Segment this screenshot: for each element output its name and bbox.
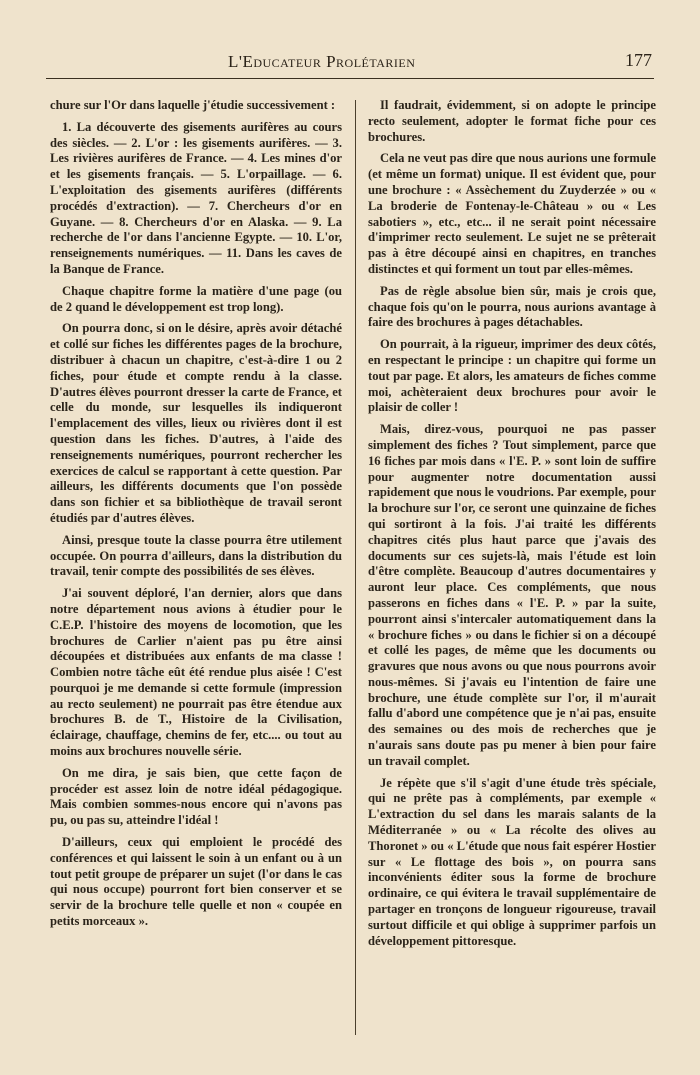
paragraph: chure sur l'Or dans laquelle j'étudie successivement : <box>50 98 336 112</box>
paragraph: D'ailleurs, ceux qui emploient le procédé des conférences et qui laissent le soin à un enfant ou à un tout petit groupe de préparer un sujet (l'or dans le cas qui nous occupe) pourront fort bien conserver et se servir de la brochure telle quelle et non « coupée en petits morceaux ». <box>50 835 342 929</box>
right-column <box>368 98 656 955</box>
paragraph: Je répète que s'il s'agit d'une étude très spéciale, qui ne prête pas à compléments, par exemple « L'extraction du sel dans les marais salants de la Méditerranée » ou « La récolte des olives au Thoronet » ou « L'étude que nous fait espérer Hostier sur « Le flottage des bois », on pourra sans inconvénients éditer sous la forme de brochure ordinaire, ce qui évitera le travail supplémentaire de partager en tronçons de longueur rigoureuse, travail surtout difficile et qui oblige à supprimer parfois un développement pittoresque. <box>368 775 656 948</box>
page-header <box>46 44 654 79</box>
column-divider <box>355 100 356 1035</box>
paragraph: 1. La découverte des gisements aurifères au cours des siècles. — 2. L'or : les gisements aurifères. — 3. Les rivières aurifères de France. — 4. Les mines d'or et les gisements français. — 5. L'orpaillage. — 6. L'exploitation des gisements aurifères (différents procédés d'extraction). — 7. Chercheurs d'or en Guyane. — 8. Chercheurs d'or en Alaska. — 9. La recherche de l'or dans l'ancienne Egypte. — 10. L'or, renseignements numériques. — 11. Dans les caves de la Banque de France. <box>50 119 342 276</box>
paragraph: On pourra donc, si on le désire, après avoir détaché et collé sur fiches les différentes pages de la brochure, distribuer à chacun un chapitre, c'est-à-dire 1 ou 2 fiches, pour étude et compte rendu à la classe. D'autres élèves pourront dresser la carte de France, et celle du monde, sur lesquelles ils indiqueront l'emplacement des villes, lieux ou rivières dont il est question dans les fiches. D'autres, à l'aide des renseignements numériques, pourront rechercher les exercices de calcul se rapportant à cette question. Par ailleurs, les différents documents que l'on possède dans son fichier et sa bibliothèque de travail seront étudiés par d'autres élèves. <box>50 321 342 525</box>
paragraph: Pas de règle absolue bien sûr, mais je crois que, chaque fois qu'on le pourra, nous aurions avantage à faire des brochures à pages détachables. <box>368 283 656 330</box>
paragraph: Mais, direz-vous, pourquoi ne pas passer simplement des fiches ? Tout simplement, parce que 16 fiches par mois dans « l'E. P. » sont loin de suffire pour augmenter notre documentation aussi rapidement que nous le voudrions. Par exemple, pour la brochure sur l'or, ce seront une quinzaine de fiches qui sortiront à la fois. J'ai traité les différents chapitres cités plus haut parce que j'avais des documents sur ces sujets-là, mais l'étude est loin d'être complète. Beaucoup d'autres documentaires y auront leur place. Ces compléments, que nous passerons en fiches dans « l'E. P. » par la suite, pourront ainsi s'intercaler automatiquement dans la « brochure fiches » ou dans le fichier si on a découpé et collé les pages, de même que les documents ou gravures que nous avons ou que nous pourrons avoir nous-mêmes. Si j'avais eu l'intention de faire une brochure, une étude complète sur l'or, il m'aurait fallu d'abord une compétence que je n'ai pas, ensuite des semaines ou des mois de recherches que je n'aurais sans doute pas pu mener à bien pour faire un travail complet. <box>368 422 656 768</box>
paragraph: Chaque chapitre forme la matière d'une page (ou de 2 quand le développement est trop long). <box>50 283 342 314</box>
paragraph: On me dira, je sais bien, que cette façon de procéder est assez loin de notre idéal pédagogique. Mais combien sommes-nous encore qui n'avons pas pu, ou pas su, atteindre l'idéal ! <box>50 765 342 828</box>
running-title: L'Educateur Prolétarien <box>228 52 416 71</box>
paragraph: Ainsi, presque toute la classe pourra être utilement occupée. On pourra d'ailleurs, dans la distribution du travail, tenir compte des possibilités de ses élèves. <box>50 532 342 579</box>
page-number: 177 <box>625 50 652 70</box>
paragraph: J'ai souvent déploré, l'an dernier, alors que dans notre département nous avions à étudier pour le C.E.P. l'histoire des moyens de locomotion, que les brochures de Carlier n'aient pas pu être ainsi découpées et distribuées aux enfants de ma classe ! Combien notre tâche eût été rendue plus aisée ! C'est pourquoi je me demande si cette formule (impression au recto seulement) ne pourrait pas être étendue aux brochures B. de T., Histoire de la Civilisation, éclairage, chauffage, chemins de fer, etc.... ou tout au moins aux brochures nouvelle série. <box>50 586 342 759</box>
paragraph: Cela ne veut pas dire que nous aurions une formule (et même un format) unique. Il est évident que, pour une brochure : « Assèchement du Zuyderzée » ou « La broderie de Fontenay-le-Château » ou « Les sabotiers », etc., etc... il ne serait point nécessaire d'imprimer recto seulement. Le sujet ne se prêterait pas à être découpé ainsi en chapitres, en tranches distinctes et qui forment un tout par elles-mêmes. <box>368 151 656 276</box>
left-column <box>50 98 342 936</box>
paragraph: On pourrait, à la rigueur, imprimer des deux côtés, en respectant le principe : un chapitre qui forme un tout par page. Et alors, les amateurs de fiches comme moi, achèteraient deux brochures pour avoir le plaisir de coller ! <box>368 337 656 415</box>
paragraph: Il faudrait, évidemment, si on adopte le principe recto seulement, adopter le format fiche pour ces brochures. <box>368 98 656 144</box>
